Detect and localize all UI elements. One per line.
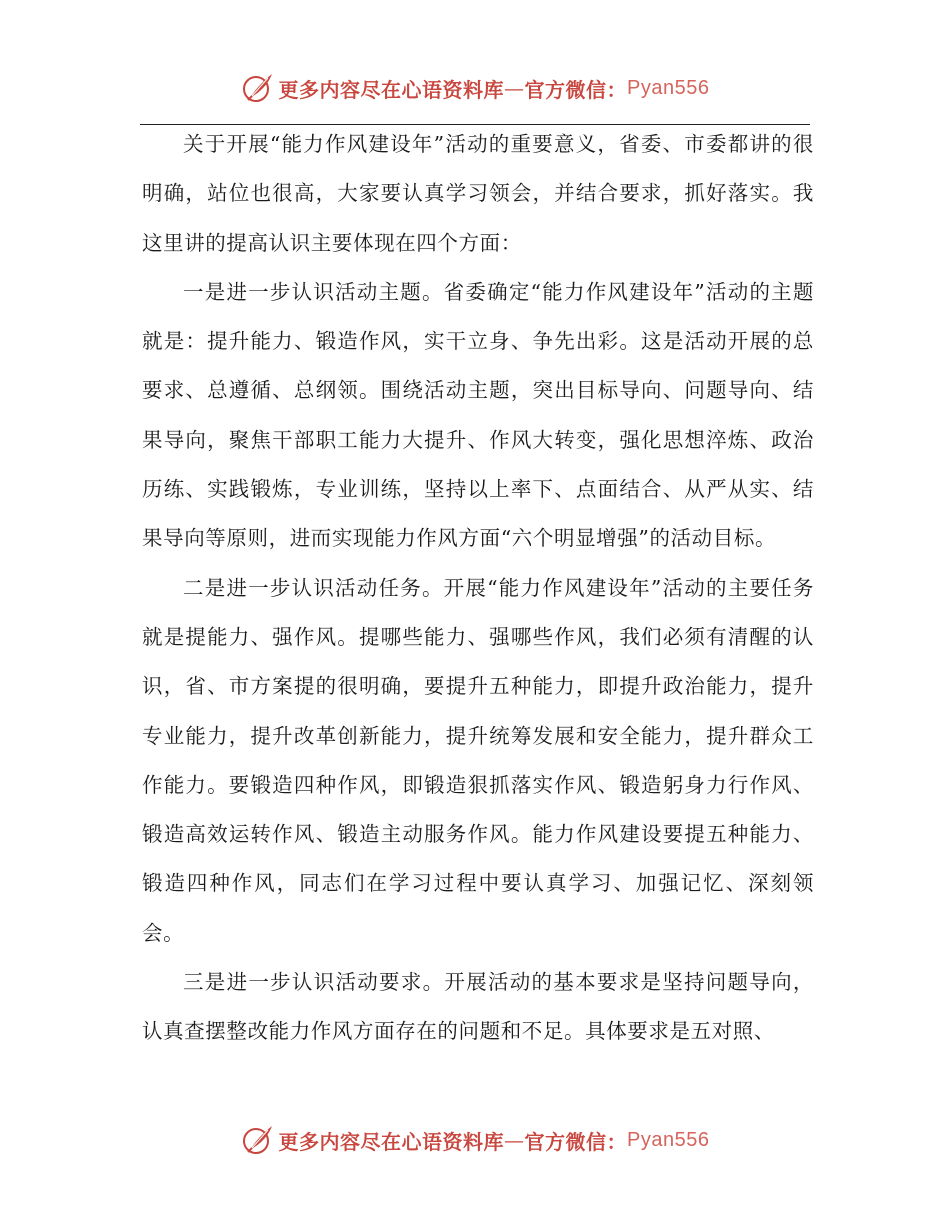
banner-wechat-id: Pyan556: [627, 1128, 710, 1151]
banner-wechat-label: 官方微信：: [524, 1129, 628, 1154]
header-watermark-banner: [0, 66, 950, 110]
footer-watermark-banner: [0, 1118, 950, 1162]
banner-brand-text: 更多内容尽在心语资料库: [278, 1129, 505, 1154]
paragraph-intro: 关于开展“能力作风建设年”活动的重要意义，省委、市委都讲的很明确，站位也很高，大家要认真学习领会，并结合要求，抓好落实。我这里讲的提高认识主要体现在四个方面：: [142, 132, 814, 255]
banner-wechat-id: Pyan556: [627, 76, 710, 99]
banner-dash: —: [504, 1128, 525, 1152]
document-body: [142, 120, 814, 1057]
banner-dash: —: [504, 76, 525, 100]
paragraph-theme: 一是进一步认识活动主题。省委确定“能力作风建设年”活动的主题就是：提升能力、锻造作风，实干立身、争先出彩。这是活动开展的总要求、总遵循、总纲领。围绕活动主题，突出目标导向、问题导向、结果导向，聚焦干部职工能力大提升、作风大转变，强化思想淬炼、政治历练、实践锻炼，专业训练，坚持以上率下、点面结合、从严从实、结果导向等原则，进而实现能力作风方面“六个明显增强”的活动目标。: [142, 279, 814, 551]
banner-brand-text: 更多内容尽在心语资料库: [278, 77, 505, 102]
feather-pen-logo-icon: [241, 1123, 275, 1157]
banner-wechat-label: 官方微信：: [524, 77, 628, 102]
feather-pen-logo-icon: [241, 71, 275, 105]
paragraph-tasks: 二是进一步认识活动任务。开展“能力作风建设年”活动的主要任务就是提能力、强作风。提哪些能力、强哪些作风，我们必须有清醒的认识，省、市方案提的很明确，要提升五种能力，即提升政治能力，提升专业能力，提升改革创新能力，提升统筹发展和安全能力，提升群众工作能力。要锻造四种作风，即锻造狠抓落实作风、锻造躬身力行作风、锻造高效运转作风、锻造主动服务作风。能力作风建设要提五种能力、锻造四种作风，同志们在学习过程中要认真学习、加强记忆、深刻领会。: [142, 575, 814, 945]
paragraph-requirements: 三是进一步认识活动要求。开展活动的基本要求是坚持问题导向，认真查摆整改能力作风方面存在的问题和不足。具体要求是五对照、: [142, 970, 814, 1044]
